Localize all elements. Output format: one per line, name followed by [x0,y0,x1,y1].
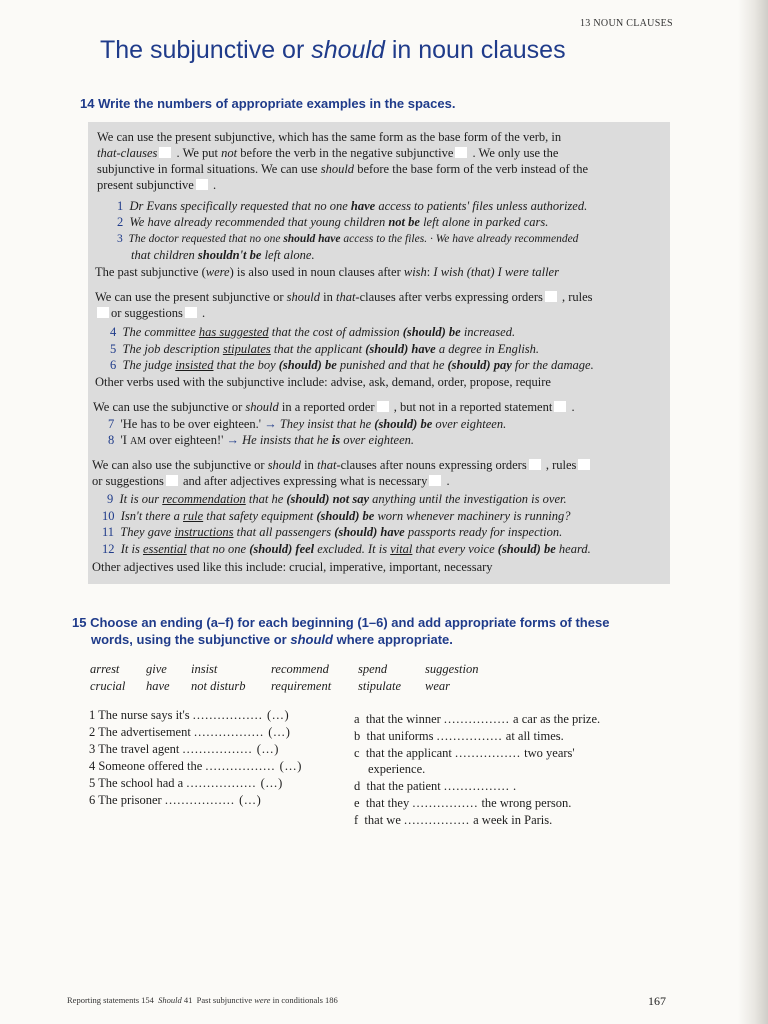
exercise-15-heading [72,614,609,648]
text: . [209,178,217,192]
ending-f[interactable] [354,813,552,828]
text: in a reported order [278,400,375,414]
text: and after adjectives expressing what is necessary [179,474,428,488]
word: requirement [271,679,332,693]
text: that the boy [213,358,279,372]
text: (should) have [334,525,405,539]
page-title [100,36,566,65]
text: a degree in English. [435,342,540,356]
text: wish [403,265,427,279]
panel-line [97,146,558,161]
word: wear [425,679,450,693]
text: (should) be [374,417,433,431]
text: recommendation [162,492,246,506]
item-letter: f [354,813,359,827]
blank[interactable]: ................ [443,779,510,793]
title-emph: should [311,36,385,64]
word: not disturb [191,679,246,693]
answer-gap[interactable] [159,147,171,158]
text: Isn't there a [120,509,184,523]
item-text: that they [365,796,410,810]
text: that no one [186,542,250,556]
text: should [245,400,279,414]
answer-gap[interactable] [545,291,557,302]
text: that the cost of admission [268,325,403,339]
item-letter: b [354,729,361,743]
text: : [426,265,434,279]
ending-e[interactable] [354,796,571,811]
example-number: 9 [107,492,114,506]
title-pre: The subjunctive or [100,36,312,64]
text: -clauses after verbs expressing orders [355,290,543,304]
text: , rules [558,290,593,304]
text: We have already recommended that young children [129,215,389,229]
item-text: that the winner [365,712,441,726]
text: vital [390,542,413,556]
example-3-cont [131,248,315,263]
example-number: 1 [117,199,124,213]
text: stipulates [222,342,271,356]
beginning-1[interactable] [89,708,290,723]
text: left alone. [261,248,315,262]
text: (should) not say [286,492,370,506]
example-12 [102,542,591,557]
text: that-clauses [97,146,158,160]
beginning-6[interactable] [89,793,262,808]
example-number: 11 [102,525,115,539]
text: that safety equipment [203,509,317,523]
text: 'He has to be over eighteen.' [120,417,262,431]
blank[interactable]: ................. (...) [205,759,303,773]
instruction-post: where appropriate. [332,632,453,647]
blank[interactable]: ................ [404,813,470,827]
example-11 [102,525,562,540]
item-text: The advertisement [98,725,191,739]
text: The doctor requested that no one [128,233,284,245]
example-10 [102,509,571,524]
answer-gap[interactable] [455,147,467,158]
blank[interactable]: ................ [455,746,522,760]
text: We can use the present subjunctive, which has the same form as the base form of the verb, in [97,130,562,144]
text: essential [142,542,187,556]
ending-b[interactable] [354,729,564,744]
text: It is our [119,492,163,506]
instruction-emph: should [290,632,333,647]
example-2 [117,215,548,230]
page-number: 167 [648,994,666,1008]
beginning-2[interactable] [89,725,291,740]
item-number: 5 [89,776,96,790]
exercise-number: 14 [80,96,95,111]
text: should [286,290,320,304]
cross-reference-footer [67,995,338,1005]
text: instructions [174,525,234,539]
item-letter: a [354,712,360,726]
text: over eighteen!' [146,433,224,447]
text: left alone in parked cars. [419,215,549,229]
answer-gap[interactable] [578,459,590,470]
text: (should) be [402,325,461,339]
answer-gap[interactable] [97,307,109,318]
text: before the base form of the verb instead of the [354,162,588,176]
text: (should) be [497,542,556,556]
text: before the verb in the negative subjunctive [237,146,454,160]
answer-gap[interactable] [185,307,197,318]
text: heard. [555,542,591,556]
text: excluded. It is [314,542,391,556]
answer-gap[interactable] [377,401,389,412]
text: We can also use the subjunctive or [92,458,268,472]
blank[interactable]: ................. (...) [192,708,290,722]
ending-c-cont [368,762,425,777]
item-text: The school had a [98,776,184,790]
text: The judge [122,358,176,372]
blank[interactable]: ................ [436,729,503,743]
item-number: 4 [89,759,96,773]
text: or suggestions [92,474,164,488]
blank[interactable]: ................. (...) [182,742,280,756]
word: recommend [271,662,329,676]
other-adjectives-note: Other adjectives used like this include: crucial, imperative, important, necessary [92,560,493,574]
text: that [317,458,337,472]
text: AM [130,436,147,447]
text: (should) have [365,342,436,356]
text: not be [388,215,420,229]
arrow-icon: → [223,433,243,447]
word: arrest [90,662,120,676]
text: The committee [122,325,199,339]
text: in conditionals 186 [270,995,338,1005]
text: should [267,458,302,472]
item-number: 1 [89,708,96,722]
text: in [301,458,318,472]
example-4 [110,325,515,340]
text: The past subjunctive ( [95,265,206,279]
exercise-14-heading [80,95,455,112]
word: give [146,662,167,676]
text: . [198,306,206,320]
text: . [568,400,575,414]
text: that every voice [412,542,498,556]
item-text: experience. [368,762,426,776]
item-text: that uniforms [366,729,434,743]
text: (should) pay [447,358,512,372]
ending-c[interactable] [354,746,575,761]
text: . We put [173,146,222,160]
exercise-instruction: Choose an ending (a–f) for each beginning (1–6) and add appropriate forms of these [90,615,610,630]
example-number: 10 [102,509,115,523]
example-9 [107,492,567,507]
example-number: 5 [110,342,117,356]
answer-gap[interactable] [429,475,441,486]
answer-gap[interactable] [554,401,566,412]
exercise-instruction-2: words, using the subjunctive or [91,632,291,647]
text: , rules [542,458,577,472]
text: 'I [120,433,131,447]
text: or suggestions [111,306,183,320]
text: present subjunctive [97,178,194,192]
word: stipulate [358,679,402,693]
text: worn whenever machinery is running? [374,509,571,523]
panel-line [92,474,450,489]
text: over eighteen. [432,417,507,431]
text: He insists that he [242,433,332,447]
panel-line [95,290,593,305]
text: that he [245,492,287,506]
text: (should) feel [249,542,315,556]
text: We can use the subjunctive or [93,400,246,414]
text: insisted [175,358,214,372]
word: spend [358,662,388,676]
text: Should [158,995,182,1005]
text: I wish (that) I were taller [433,265,559,279]
text: has suggested [198,325,269,339]
text: Past subjunctive [196,995,255,1005]
text: have [350,199,376,213]
ending-a[interactable] [354,712,600,727]
beginning-5[interactable] [89,776,283,791]
answer-gap[interactable] [529,459,541,470]
item-text: at all times. [505,729,564,743]
word: have [146,679,170,693]
text: Dr Evans specifically requested that no one [129,199,351,213]
text: They gave [120,525,175,539]
panel-line [92,458,592,473]
exercise-instruction: Write the numbers of appropriate examples in the spaces. [98,96,456,111]
text: increased. [460,325,516,339]
text: 41 [181,995,193,1005]
item-number: 3 [89,742,96,756]
item-text: a week in Paris. [473,813,553,827]
word: crucial [90,679,126,693]
blank[interactable]: ................. (...) [164,793,262,807]
item-text: two years' [524,746,575,760]
text: that [335,290,356,304]
text: access to the files. · We have already recommended [340,233,579,245]
item-number: 6 [89,793,96,807]
item-text: that the applicant [365,746,452,760]
example-1 [117,199,587,214]
text: . [443,474,450,488]
text: that children [131,248,198,262]
word: insist [191,662,218,676]
item-text: Someone offered the [98,759,203,773]
beginning-3[interactable] [89,742,279,757]
text: that the applicant [270,342,366,356]
text: They insist that he [279,417,375,431]
ending-d[interactable] [354,779,516,794]
text: (should) be [278,358,337,372]
title-post: in noun clauses [384,36,566,64]
text: ) is also used in noun clauses after [229,265,404,279]
answer-gap[interactable] [166,475,178,486]
panel-line [97,130,561,145]
item-text: that we [364,813,401,827]
panel-line [97,178,216,193]
text: not [221,146,238,160]
text: rule [183,509,204,523]
item-text: that the patient [366,779,441,793]
text: , but not in a reported statement [390,400,553,414]
answer-gap[interactable] [196,179,208,190]
text: were [254,995,271,1005]
exercise-number: 15 [72,615,87,630]
text: punished and that he [336,358,448,372]
text: -clauses after nouns expressing orders [336,458,527,472]
word: suggestion [425,662,479,676]
past-subjunctive-note [95,265,559,280]
text: We can use the present subjunctive or [95,290,287,304]
text: should have [283,233,341,245]
page-edge-shadow [738,0,768,1024]
example-number: 7 [108,417,115,431]
example-number: 6 [110,358,117,372]
text: access to patients' files unless authorized. [375,199,588,213]
text: passports ready for inspection. [404,525,563,539]
panel-line [97,162,588,177]
text: is [331,433,341,447]
text: subjunctive in formal situations. We can use [97,162,321,176]
example-7 [108,417,506,432]
example-number: 3 [117,233,123,245]
blank[interactable]: ................ [412,796,479,810]
text: should [320,162,355,176]
blank[interactable]: ................ [443,712,510,726]
text: It is [120,542,143,556]
example-number: 4 [110,325,117,339]
text: The job description [122,342,223,356]
example-3 [117,232,578,247]
item-number: 2 [89,725,96,739]
example-6 [110,358,594,373]
arrow-icon: → [261,417,280,431]
item-text: The prisoner [98,793,162,807]
blank[interactable]: ................. (...) [193,725,291,739]
example-number: 2 [117,215,124,229]
text: in [319,290,336,304]
item-text: The travel agent [98,742,180,756]
item-text: . [513,779,517,793]
panel-line [93,400,575,415]
panel-line [95,306,205,321]
example-number: 8 [108,433,115,447]
item-letter: c [354,746,360,760]
beginning-4[interactable] [89,759,302,774]
text: (should) be [316,509,375,523]
text: over eighteen. [340,433,415,447]
blank[interactable]: ................. (...) [186,776,284,790]
item-text: a car as the prize. [513,712,601,726]
text: shouldn't be [197,248,262,262]
text: Reporting statements 154 [67,995,154,1005]
example-8 [108,433,414,449]
text: . We only use the [469,146,559,160]
text: anything until the investigation is over. [369,492,567,506]
item-text: The nurse says it's [98,708,190,722]
running-head: 13 NOUN CLAUSES [580,18,673,29]
item-letter: d [354,779,361,793]
text: were [205,265,230,279]
example-5 [110,342,539,357]
other-verbs-note: Other verbs used with the subjunctive include: advise, ask, demand, order, propose, require [95,375,551,389]
item-text: the wrong person. [481,796,572,810]
item-letter: e [354,796,360,810]
text: for the damage. [511,358,594,372]
example-number: 12 [102,542,115,556]
text: that all passengers [233,525,335,539]
